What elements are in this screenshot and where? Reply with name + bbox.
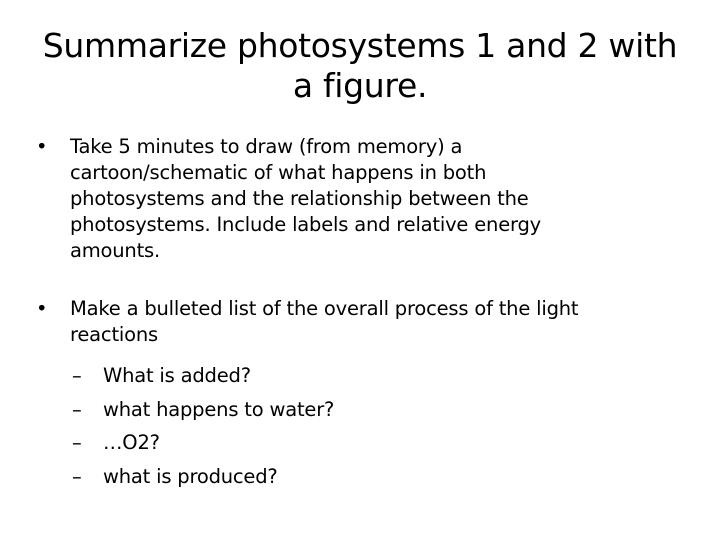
bullet-text [70, 134, 670, 264]
bullet-text-line: amounts. [70, 239, 160, 262]
bullet-text-line: cartoon/schematic of what happens in both [70, 161, 487, 184]
sub-bullet-marker: – [72, 465, 82, 488]
sub-bullet-marker: – [72, 431, 82, 454]
bullet-text [70, 296, 670, 348]
bullet-text-line: Take 5 minutes to draw (from memory) a [70, 135, 463, 158]
bullet-marker: • [36, 297, 48, 320]
bullet-text-line: Make a bulleted list of the overall process of the light [70, 297, 579, 320]
sub-bullet-marker: – [72, 398, 82, 421]
sub-bullet-text: What is added? [103, 364, 251, 387]
sub-bullet-marker: – [72, 364, 82, 387]
bullet-text-line: photosystems and the relationship between the [70, 187, 529, 210]
slide-title-line-2: a figure. [292, 65, 428, 105]
sub-bullet-text: what happens to water? [103, 398, 335, 421]
slide-title-line-1: Summarize photosystems 1 and 2 with [42, 26, 678, 65]
sub-bullet-text: …O2? [103, 431, 160, 454]
sub-bullet-text: what is produced? [103, 465, 278, 488]
bullet-text-line: photosystems. Include labels and relative energy [70, 213, 541, 236]
bullet-text-line: reactions [70, 323, 158, 346]
bullet-marker: • [36, 135, 48, 158]
